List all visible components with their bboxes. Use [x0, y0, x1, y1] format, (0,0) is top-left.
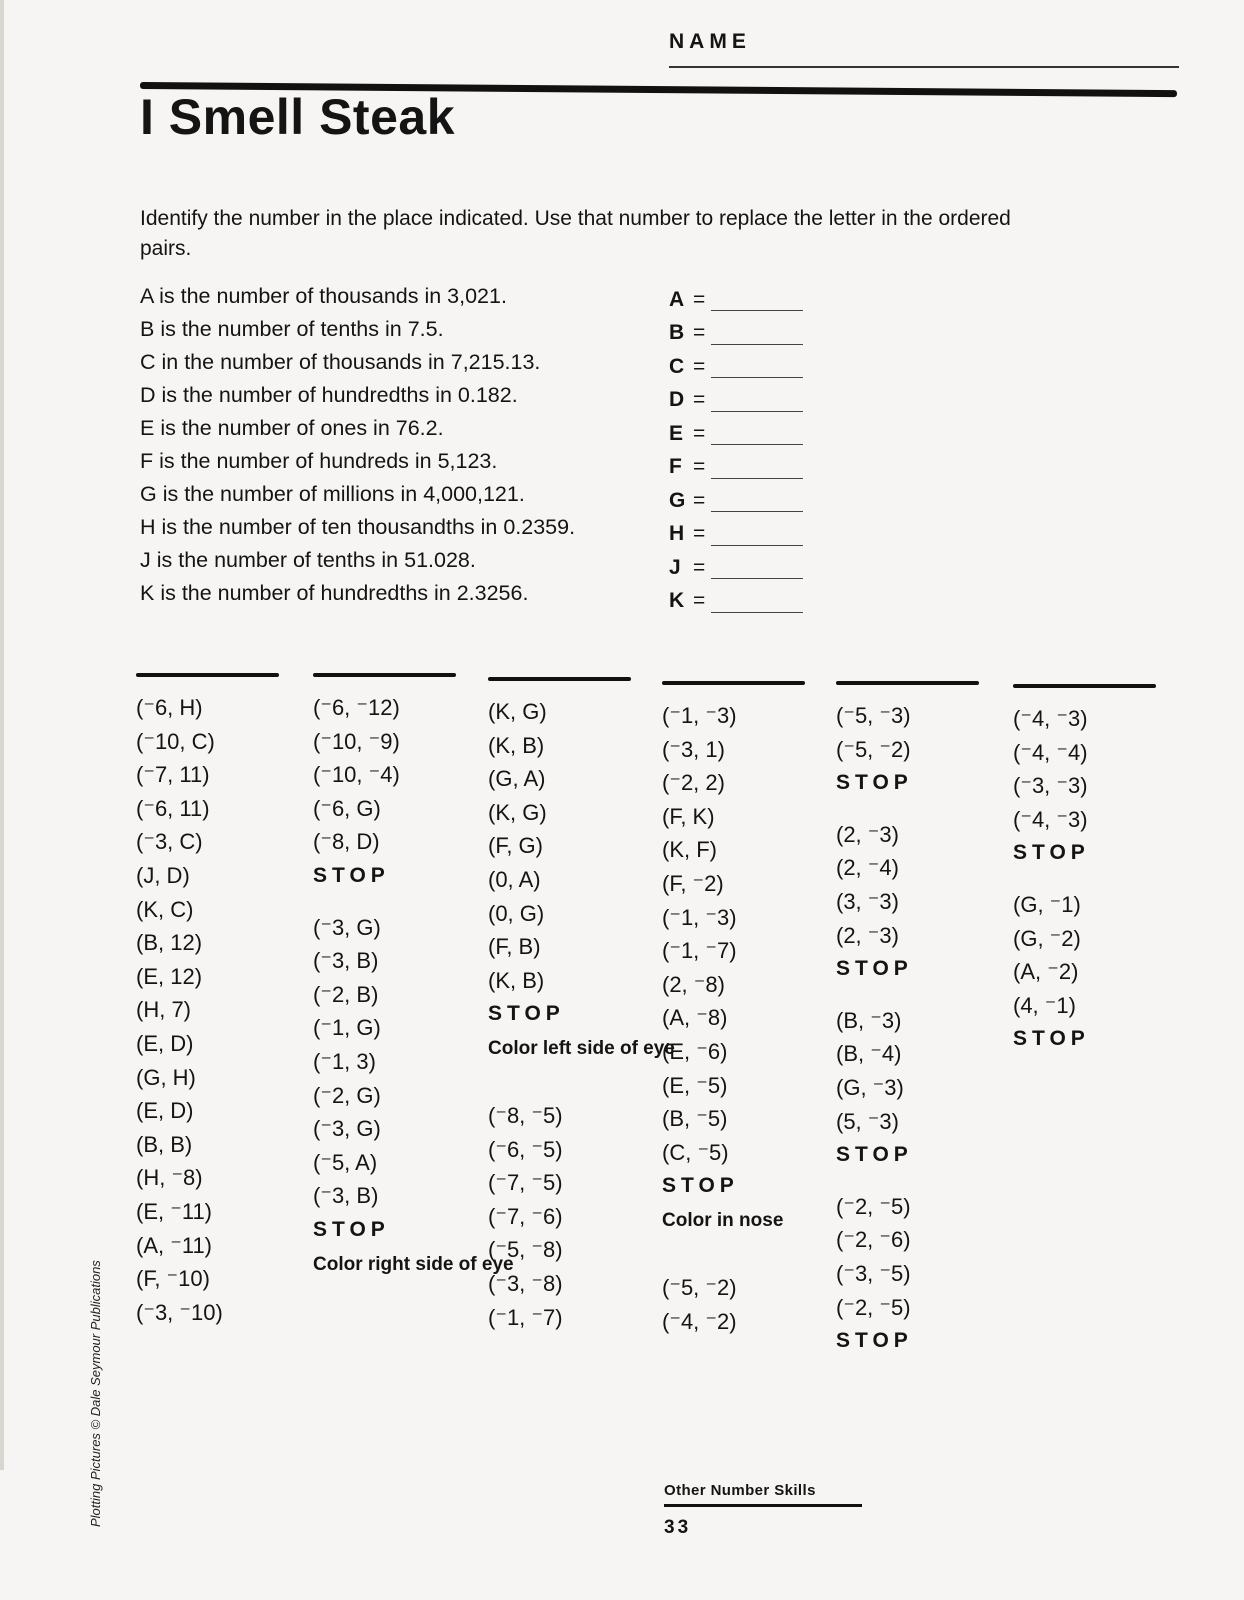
ordered-pair: (⁻5, ⁻3) [836, 703, 911, 728]
stop-marker: STOP [836, 1329, 913, 1353]
answer-row-d [669, 384, 803, 418]
stop-marker: STOP [488, 1002, 565, 1026]
answer-blank[interactable] [711, 326, 803, 345]
ordered-pair: (C, ⁻5) [662, 1139, 729, 1165]
column-answer-line[interactable] [1013, 684, 1156, 688]
spacer [836, 986, 979, 1004]
answer-blank[interactable] [711, 493, 803, 512]
pairs-column-3 [488, 677, 675, 1334]
clue-d: D is the number of hundredths in 0.182. [140, 383, 518, 407]
pairs-column-1 [136, 673, 279, 1329]
ordered-pair: (⁻5, ⁻8) [488, 1237, 563, 1263]
equals-sign: = [693, 555, 706, 579]
ordered-pair: (⁻6, ⁻5) [488, 1136, 563, 1162]
ordered-pair: (E, ⁻6) [662, 1038, 728, 1064]
ordered-pair: (⁻3, G) [313, 1116, 381, 1142]
ordered-pair: (⁻6, 11) [136, 795, 210, 821]
pairs-column-4 [662, 681, 805, 1338]
coloring-instruction: Color left side of eye [488, 1037, 675, 1059]
ordered-pair: (F, K) [662, 803, 715, 829]
name-input-line[interactable] [669, 66, 1179, 68]
answer-letter: C [669, 354, 685, 378]
page-edge-shadow [0, 0, 4, 1470]
column-answer-line[interactable] [488, 677, 631, 681]
ordered-pair: (⁻3, G) [313, 914, 381, 940]
answer-letter: K [669, 589, 685, 613]
ordered-pair: (E, ⁻11) [136, 1198, 213, 1224]
ordered-pair: (B, ⁻5) [662, 1106, 728, 1132]
ordered-pair: (J, D) [136, 862, 190, 888]
ordered-pair: (⁻3, B) [313, 1183, 379, 1209]
ordered-pair: (⁻5, ⁻2) [836, 736, 911, 762]
ordered-pair: (A, ⁻11) [136, 1232, 213, 1258]
ordered-pair: (⁻2, 2) [662, 770, 725, 796]
name-label: NAME [669, 30, 751, 53]
answer-row-f [669, 451, 803, 485]
stop-marker: STOP [1013, 1027, 1090, 1051]
spacer [836, 1172, 979, 1190]
ordered-pair: (2, ⁻3) [836, 922, 899, 948]
ordered-pair: (3, ⁻3) [836, 888, 899, 914]
answer-blank[interactable] [711, 359, 803, 378]
equals-sign: = [693, 388, 706, 412]
ordered-pair: (⁻6, G) [313, 795, 381, 821]
ordered-pair: (⁻10, ⁻4) [313, 762, 400, 788]
clue-j: J is the number of tenths in 51.028. [140, 548, 476, 572]
ordered-pair: (⁻1, ⁻7) [662, 938, 737, 964]
ordered-pair: (F, B) [488, 934, 541, 960]
clue-g: G is the number of millions in 4,000,121. [140, 482, 525, 506]
spacer [313, 893, 514, 911]
ordered-pair: (⁻3, ⁻5) [836, 1260, 911, 1286]
ordered-pair: (4, ⁻1) [1013, 992, 1076, 1018]
stop-marker: STOP [662, 1174, 739, 1198]
ordered-pair: (⁻3, ⁻8) [488, 1270, 563, 1296]
answer-row-k [669, 585, 803, 619]
ordered-pair: (⁻6, H) [136, 695, 203, 720]
ordered-pair: (2, ⁻8) [662, 971, 725, 997]
ordered-pair: (F, G) [488, 833, 543, 859]
ordered-pair: (B, ⁻3) [836, 1007, 902, 1033]
footer-rule [664, 1504, 862, 1507]
answer-row-c [669, 350, 803, 384]
instructions: Identify the number in the place indicated. Use that number to replace the letter in the ordered pairs. [140, 207, 1011, 260]
stop-marker: STOP [313, 1217, 390, 1241]
answer-row-h [669, 518, 803, 552]
ordered-pair: (G, H) [136, 1064, 196, 1090]
ordered-pair: (B, 12) [136, 930, 203, 956]
answer-row-e [669, 417, 803, 451]
ordered-pair: (⁻3, ⁻10) [136, 1299, 223, 1325]
ordered-pair: (⁻4, ⁻2) [662, 1308, 737, 1334]
answer-blank[interactable] [711, 560, 803, 579]
ordered-pair: (⁻10, ⁻9) [313, 728, 400, 754]
answer-letter: H [669, 522, 685, 546]
spacer [488, 1061, 675, 1099]
ordered-pair: (K, G) [488, 799, 547, 825]
clue-f: F is the number of hundreds in 5,123. [140, 449, 498, 473]
ordered-pair: (⁻1, ⁻3) [662, 703, 737, 728]
publisher-credit: Plotting Pictures © Dale Seymour Publications [88, 1260, 103, 1527]
ordered-pair: (H, 7) [136, 997, 191, 1023]
equals-sign: = [693, 287, 706, 311]
ordered-pair: (⁻3, ⁻3) [1013, 773, 1088, 799]
clue-b: B is the number of tenths in 7.5. [140, 317, 444, 341]
ordered-pair: (G, A) [488, 766, 546, 792]
answer-blank[interactable] [711, 292, 803, 311]
stop-marker: STOP [836, 771, 913, 795]
ordered-pair: (⁻1, ⁻3) [662, 904, 737, 930]
ordered-pair: (⁻1, 3) [313, 1048, 376, 1074]
equals-sign: = [693, 455, 706, 479]
answer-blank[interactable] [711, 460, 803, 479]
ordered-pair: (E, ⁻5) [662, 1072, 728, 1098]
ordered-pair: (0, A) [488, 866, 541, 892]
ordered-pair: (0, G) [488, 900, 545, 926]
ordered-pair: (⁻4, ⁻4) [1013, 739, 1088, 765]
ordered-pair: (⁻2, ⁻6) [836, 1227, 911, 1253]
ordered-pair: (5, ⁻3) [836, 1108, 899, 1134]
equals-sign: = [693, 421, 706, 445]
answer-row-j [669, 551, 803, 585]
pairs-column-6 [1013, 684, 1156, 1056]
ordered-pair: (⁻3, C) [136, 829, 203, 855]
answer-blank[interactable] [711, 393, 803, 412]
equals-sign: = [693, 589, 706, 613]
ordered-pair: (K, C) [136, 896, 194, 922]
ordered-pair: (K, B) [488, 967, 545, 993]
coloring-instruction: Color in nose [662, 1209, 784, 1231]
ordered-pair: (2, ⁻3) [836, 821, 899, 847]
page-number: 33 [664, 1517, 692, 1538]
ordered-pair: (⁻6, ⁻12) [313, 695, 400, 720]
answer-letter: D [669, 388, 685, 412]
answer-letter: J [669, 555, 681, 579]
answer-row-g [669, 484, 803, 518]
answer-letter: B [669, 321, 685, 345]
equals-sign: = [693, 488, 706, 512]
pairs-column-5 [836, 681, 979, 1358]
ordered-pair: (⁻3, B) [313, 948, 379, 974]
column-answer-line[interactable] [136, 673, 279, 677]
answer-letter: F [669, 455, 682, 479]
ordered-pair: (⁻4, ⁻3) [1013, 706, 1088, 731]
ordered-pair: (B, B) [136, 1131, 193, 1157]
spacer [1013, 870, 1156, 888]
answer-row-a [669, 283, 803, 317]
clue-a: A is the number of thousands in 3,021. [140, 284, 507, 308]
ordered-pair: (F, ⁻2) [662, 870, 724, 896]
ordered-pair: (K, B) [488, 732, 545, 758]
ordered-pair: (K, F) [662, 837, 717, 863]
ordered-pair: (G, ⁻1) [1013, 891, 1081, 917]
ordered-pair: (G, ⁻2) [1013, 925, 1081, 951]
answer-blank[interactable] [711, 527, 803, 546]
spacer [662, 1233, 805, 1271]
ordered-pair: (F, ⁻10) [136, 1266, 210, 1292]
ordered-pair: (A, ⁻8) [662, 1005, 728, 1031]
ordered-pair: (⁻5, A) [313, 1149, 378, 1175]
ordered-pair: (⁻3, 1) [662, 736, 725, 762]
ordered-pair: (⁻7, ⁻5) [488, 1170, 563, 1196]
answer-row-b [669, 317, 803, 351]
ordered-pair: (⁻1, G) [313, 1015, 381, 1041]
column-answer-line[interactable] [662, 681, 805, 685]
ordered-pair: (⁻2, G) [313, 1082, 381, 1108]
column-answer-line[interactable] [836, 681, 979, 685]
ordered-pair: (2, ⁻4) [836, 855, 899, 881]
ordered-pair: (⁻7, 11) [136, 762, 210, 788]
ordered-pair: (⁻4, ⁻3) [1013, 806, 1088, 832]
equals-sign: = [693, 321, 706, 345]
ordered-pair: (B, ⁻4) [836, 1041, 902, 1067]
ordered-pair: (H, ⁻8) [136, 1165, 203, 1191]
clue-h: H is the number of ten thousandths in 0.2359. [140, 515, 576, 539]
answer-letter: A [669, 287, 685, 311]
answer-blank[interactable] [711, 594, 803, 613]
ordered-pair: (⁻2, ⁻5) [836, 1193, 911, 1219]
ordered-pair: (⁻10, C) [136, 728, 215, 754]
ordered-pair: (E, D) [136, 1098, 194, 1124]
answer-letter: E [669, 421, 684, 445]
ordered-pair: (K, G) [488, 699, 547, 724]
equals-sign: = [693, 522, 706, 546]
ordered-pair: (⁻2, B) [313, 981, 379, 1007]
equals-sign: = [693, 354, 706, 378]
ordered-pair: (E, 12) [136, 963, 203, 989]
answer-blank[interactable] [711, 426, 803, 445]
ordered-pair: (A, ⁻2) [1013, 959, 1079, 985]
stop-marker: STOP [313, 863, 390, 887]
answer-list [669, 283, 803, 618]
ordered-pair: (⁻5, ⁻2) [662, 1274, 737, 1300]
column-answer-line[interactable] [313, 673, 456, 677]
section-label: Other Number Skills [664, 1482, 816, 1499]
ordered-pair: (G, ⁻3) [836, 1074, 904, 1100]
ordered-pair: (⁻1, ⁻7) [488, 1304, 563, 1330]
clue-k: K is the number of hundredths in 2.3256. [140, 581, 529, 605]
pairs-column-2 [313, 673, 514, 1277]
stop-marker: STOP [1013, 841, 1090, 865]
clue-e: E is the number of ones in 76.2. [140, 416, 444, 440]
ordered-pair: (⁻8, D) [313, 829, 380, 855]
ordered-pair: (⁻7, ⁻6) [488, 1203, 563, 1229]
answer-letter: G [669, 488, 686, 512]
coloring-instruction: Color right side of eye [313, 1253, 514, 1275]
stop-marker: STOP [836, 957, 913, 981]
ordered-pair: (⁻8, ⁻5) [488, 1102, 563, 1128]
page-title: I Smell Steak [140, 89, 455, 145]
clue-c: C in the number of thousands in 7,215.13. [140, 350, 541, 374]
spacer [836, 800, 979, 818]
clue-list [140, 280, 575, 610]
ordered-pair: (⁻2, ⁻5) [836, 1294, 911, 1320]
stop-marker: STOP [836, 1143, 913, 1167]
ordered-pair: (E, D) [136, 1030, 194, 1056]
